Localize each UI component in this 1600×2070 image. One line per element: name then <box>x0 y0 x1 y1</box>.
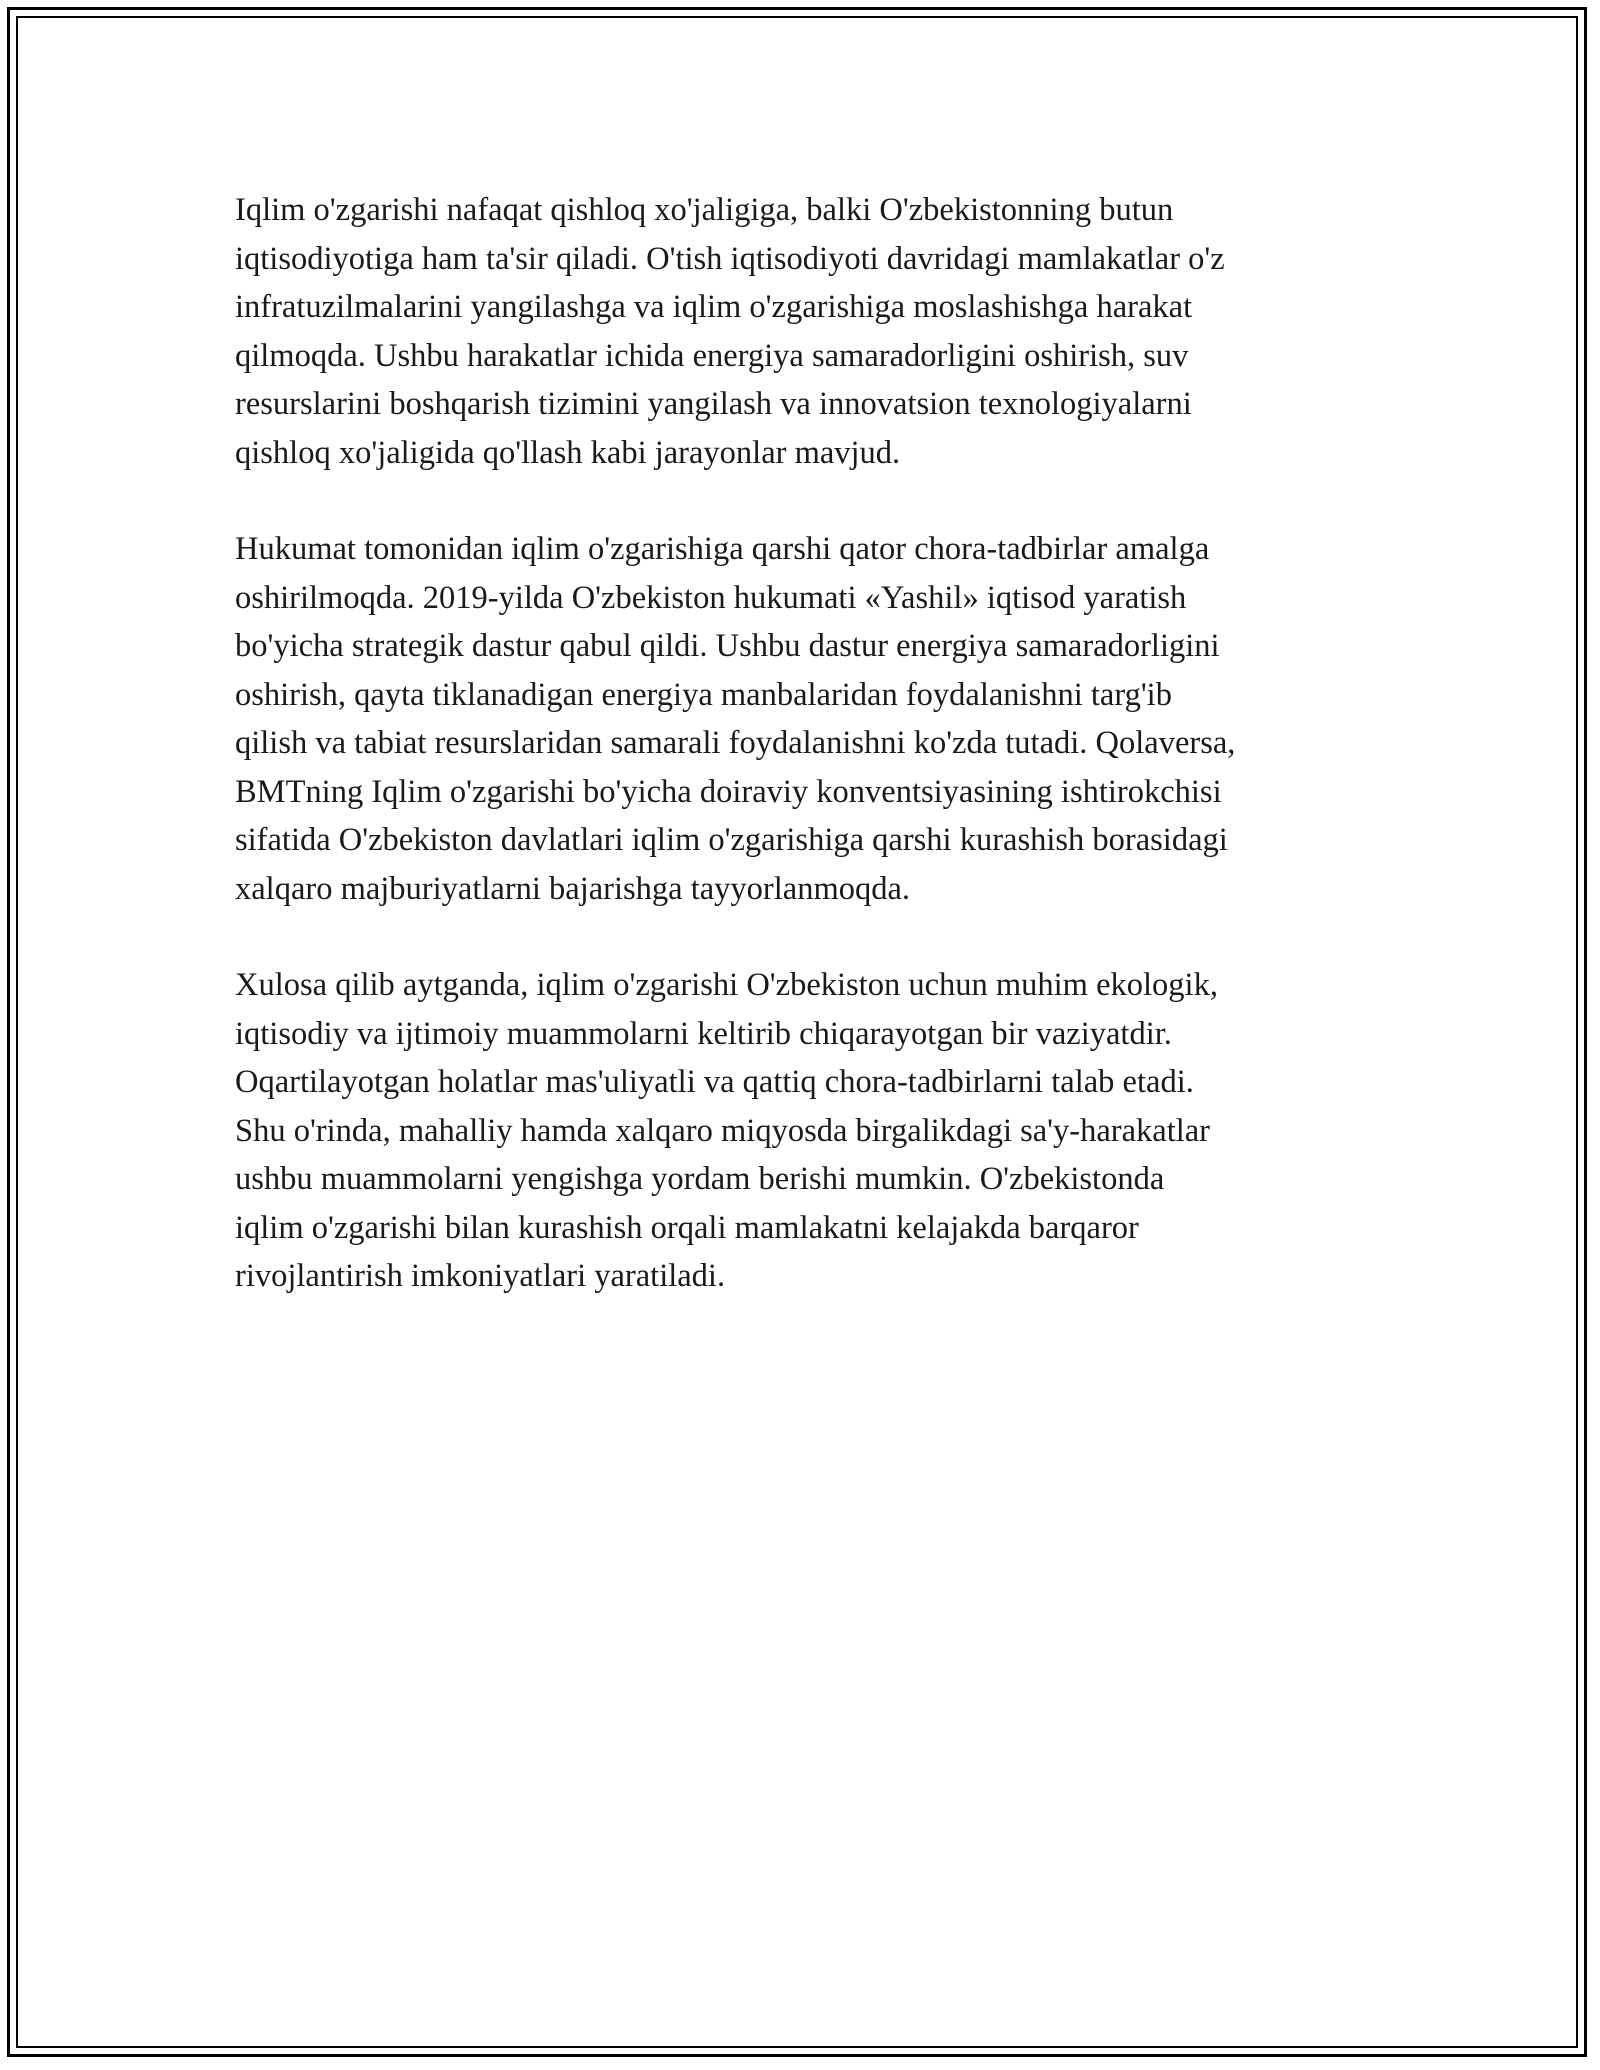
paragraph-1: Iqlim o'zgarishi nafaqat qishloq xo'jaligiga, balki O'zbekistonning butun iqtisodiyotiga ham ta'sir qiladi. O'tish iqtisodiyoti davridagi mamlakatlar o'z infratuzilmalarini yangilashga va iqlim o'zgarishiga moslashishga harakat qilmoqda. Ushbu harakatlar ichida energiya samaradorligini oshirish, suv resurslarini boshqarish tizimini yangilash va innovatsion texnologiyalarni qishloq xo'jaligida qo'llash kabi jarayonlar mavjud. <box>235 192 1225 471</box>
document-body <box>235 186 1395 1349</box>
paragraph-2: Hukumat tomonidan iqlim o'zgarishiga qarshi qator chora-tadbirlar amalga oshirilmoqda. 2019-yilda O'zbekiston hukumati «Yashil» iqtisod yaratish bo'yicha strategik dastur qabul qildi. Ushbu dastur energiya samaradorligini oshirish, qayta tiklanadigan energiya manbalaridan foydalanishni targ'ib qilish va tabiat resurslaridan samarali foydalanishni ko'zda tutadi. Qolaversa, BMTning Iqlim o'zgarishi bo'yicha doiraviy konventsiyasining ishtirokchisi sifatida O'zbekiston davlatlari iqlim o'zgarishiga qarshi kurashish borasidagi xalqaro majburiyatlarni bajarishga tayyorlanmoqda. <box>235 531 1236 907</box>
paragraph-3: Xulosa qilib aytganda, iqlim o'zgarishi O'zbekiston uchun muhim ekologik, iqtisodiy va ijtimoiy muammolarni keltirib chiqarayotgan bir vaziyatdir. Oqartilayotgan holatlar mas'uliyatli va qattiq chora-tadbirlarni talab etadi. Shu o'rinda, mahalliy hamda xalqaro miqyosda birgalikdagi sa'y-harakatlar ushbu muammolarni yengishga yordam berishi mumkin. O'zbekistonda iqlim o'zgarishi bilan kurashish orqali mamlakatni kelajakda barqaror rivojlantirish imkoniyatlari yaratiladi. <box>235 967 1218 1294</box>
